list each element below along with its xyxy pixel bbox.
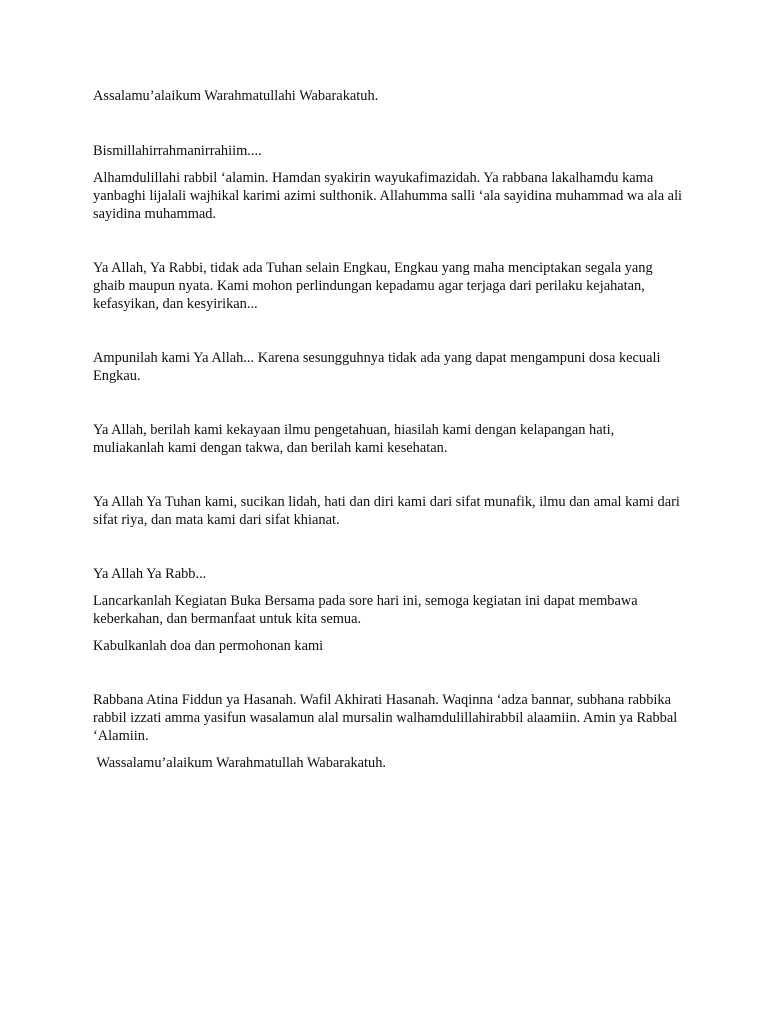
prayer-accept-line: Kabulkanlah doa dan permohonan kami: [93, 638, 324, 654]
prayer-event-paragraph: Lancarkanlah Kegiatan Buka Bersama pada sore hari ini, semoga kegiatan ini dapat membawa keberkahan, dan bermanfaat untuk kita semua.: [93, 593, 638, 627]
closing-prayer-paragraph: Rabbana Atina Fiddun ya Hasanah. Wafil Akhirati Hasanah. Waqinna ‘adza bannar, subhana rabbika rabbil izzati amma yasifun wasalamun alal mursalin walhamdulillahirabbil alaamiin. Amin ya Rabbal ‘Alamiin.: [93, 692, 678, 744]
prayer-forgiveness-paragraph: Ampunilah kami Ya Allah... Karena sesungguhnya tidak ada yang dapat mengampuni dosa kecuali Engkau.: [93, 350, 661, 384]
hamdalah-paragraph: Alhamdulillahi rabbil ‘alamin. Hamdan syakirin wayukafimazidah. Ya rabbana lakalhamdu kama yanbaghi lijalali wajhikal karimi azimi sulthonik. Allahumma salli ‘ala sayidina muhammad wa ala ali sayidina muhammad.: [93, 170, 683, 222]
basmalah: Bismillahirrahmanirrahiim....: [93, 143, 262, 159]
prayer-knowledge-paragraph: Ya Allah, berilah kami kekayaan ilmu pengetahuan, hiasilah kami dengan kelapangan hati, muliakanlah kami dengan takwa, dan berilah kami kesehatan.: [93, 422, 615, 456]
salam-opening: Assalamu’alaikum Warahmatullahi Wabarakatuh.: [93, 88, 379, 104]
salam-closing: Wassalamu’alaikum Warahmatullah Wabarakatuh.: [93, 755, 387, 771]
prayer-protection-paragraph: Ya Allah, Ya Rabbi, tidak ada Tuhan selain Engkau, Engkau yang maha menciptakan segala yang ghaib maupun nyata. Kami mohon perlindungan kepadamu agar terjaga dari perilaku kejahatan, kefasyikan, dan kesyirikan...: [93, 260, 653, 312]
invocation-line: Ya Allah Ya Rabb...: [93, 566, 207, 582]
prayer-purify-paragraph: Ya Allah Ya Tuhan kami, sucikan lidah, hati dan diri kami dari sifat munafik, ilmu dan amal kami dari sifat riya, dan mata kami dari sifat khianat.: [93, 494, 680, 528]
document-body: [93, 87, 683, 772]
